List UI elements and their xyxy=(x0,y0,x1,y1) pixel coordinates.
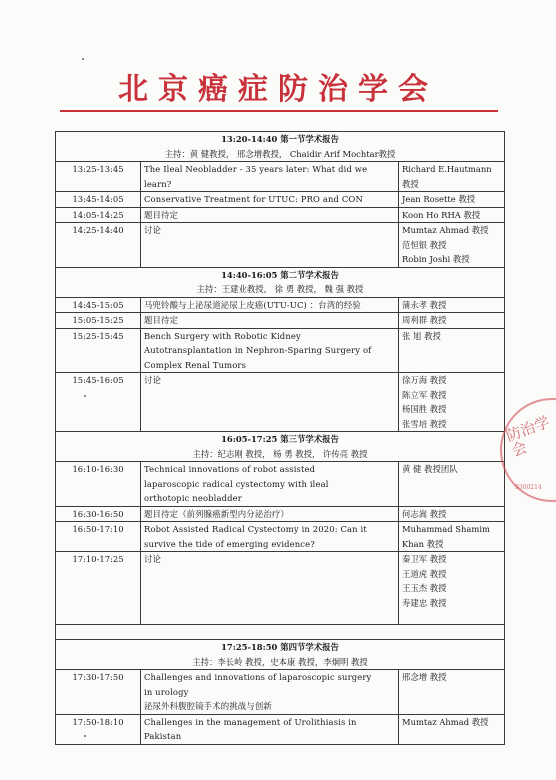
speaker-cell xyxy=(399,522,505,552)
session-title: 13:20-14:40 第一节学术报告 xyxy=(221,134,339,144)
session-chairs: 主持：王建业教授， 徐 勇 教授， 魏 强 教授 xyxy=(196,284,364,294)
organization-title: 北京癌症防治学会 xyxy=(118,72,438,107)
topic-line: 讨论 xyxy=(144,375,162,385)
session-header-cell xyxy=(56,267,505,297)
time-slot: 17:10-17:25 xyxy=(56,552,141,625)
topic-line: in urology xyxy=(144,686,189,697)
session-header xyxy=(56,432,505,462)
talk-topic xyxy=(141,373,399,432)
topic-line: laparoscopic radical cystectomy with ileal xyxy=(144,478,329,489)
speaker-name: 徐万海 教授 xyxy=(402,375,447,385)
speaker-name: Mumtaz Ahmad 教授 xyxy=(402,716,489,727)
time-slot: 17:50-18:10 xyxy=(56,714,141,744)
speaker-cell xyxy=(399,297,505,313)
time-slot: 15:05-15:25 xyxy=(56,313,141,329)
time-slot: 16:50-17:10 xyxy=(56,522,141,552)
scan-speck xyxy=(84,735,86,737)
speaker-name: 王玉杰 教授 xyxy=(402,583,447,593)
topic-line: Technical innovations of robot assisted xyxy=(144,464,316,474)
topic-line: Challenges and innovations of laparoscopic surgery xyxy=(144,672,372,682)
talk-topic xyxy=(141,670,399,715)
schedule-row xyxy=(56,714,505,744)
topic-line: Robot Assisted Radical Cystectomy in 2020: Can it xyxy=(144,524,367,534)
time-slot: 14:25-14:40 xyxy=(56,223,141,268)
speaker-cell xyxy=(399,313,505,329)
schedule-row xyxy=(56,313,505,329)
session-title: 17:25-18:50 第四节学术报告 xyxy=(221,642,339,652)
time-slot: 15:25-15:45 xyxy=(56,328,141,373)
topic-line: Complex Renal Tumors xyxy=(144,359,247,370)
talk-topic xyxy=(141,313,399,329)
topic-line: 题目待定 xyxy=(144,209,179,220)
blank-row xyxy=(56,625,505,640)
speaker-cell xyxy=(399,192,505,208)
speaker-cell xyxy=(399,373,505,432)
time-slot: 13:25-13:45 xyxy=(56,162,141,192)
topic-line: Pakistan xyxy=(144,731,182,741)
speaker-name: Richard E.Hautmann xyxy=(402,164,492,174)
speaker-name: 邢念增 教授 xyxy=(402,672,447,682)
topic-line: Bench Surgery with Robotic Kidney xyxy=(144,330,301,341)
schedule-table xyxy=(55,131,505,745)
schedule-row xyxy=(56,162,505,192)
time-slot: 14:45-15:05 xyxy=(56,297,141,313)
time-slot: 16:30-16:50 xyxy=(56,506,141,522)
speaker-cell xyxy=(399,328,505,373)
speaker-cell xyxy=(399,552,505,625)
session-title: 16:05-17:25 第三节学术报告 xyxy=(221,434,339,444)
schedule-row xyxy=(56,297,505,313)
talk-topic xyxy=(141,192,399,208)
talk-topic xyxy=(141,162,399,192)
talk-topic xyxy=(141,462,399,507)
session-header xyxy=(56,267,505,297)
speaker-name: Mumtaz Ahmad 教授 xyxy=(402,225,489,235)
topic-line: The Ileal Neobladder - 35 years later: What did we xyxy=(144,164,368,174)
topic-line: orthotopic neobladder xyxy=(144,493,242,503)
topic-line: Autotransplantation in Nephron-Sparing Surgery of xyxy=(144,345,372,355)
topic-line: Challenges in the management of Urolithiasis in xyxy=(144,716,357,727)
speaker-name: 蒲永孝 教授 xyxy=(402,299,447,310)
speaker-name: Robin Joshi 教授 xyxy=(402,254,470,264)
speaker-name: 杨国胜 教授 xyxy=(402,404,447,414)
scan-speck xyxy=(84,395,86,397)
session-header-cell xyxy=(56,432,505,462)
session-chairs: 主持：黄 健教授， 邢念增教授， Chaidir Arif Mochtar教授 xyxy=(164,148,396,159)
schedule-row xyxy=(56,328,505,373)
session-chairs: 主持：纪志刚 教授， 杨 勇 教授， 许传亮 教授 xyxy=(192,448,368,459)
speaker-name: 陈立军 教授 xyxy=(402,389,447,400)
speaker-cell xyxy=(399,714,505,744)
schedule-row xyxy=(56,223,505,268)
session-header xyxy=(56,640,505,670)
schedule-row xyxy=(56,522,505,552)
session-chairs: 主持：李长岭 教授，史本康 教授，李炯明 教授 xyxy=(192,656,368,667)
scan-speck xyxy=(82,58,84,60)
speaker-cell xyxy=(399,223,505,268)
header-rule xyxy=(60,110,498,112)
speaker-name: 教授 xyxy=(402,178,419,189)
schedule-row xyxy=(56,462,505,507)
topic-line: 马兜铃酸与上泌尿道泌尿上皮癌(UTU-UC) ：台湾的经验 xyxy=(144,299,361,310)
speaker-name: 王道虎 教授 xyxy=(402,568,447,579)
speaker-name: Jean Rosette 教授 xyxy=(402,194,476,204)
talk-topic xyxy=(141,714,399,744)
talk-topic xyxy=(141,207,399,223)
schedule-row xyxy=(56,552,505,625)
speaker-name: 周利群 教授 xyxy=(402,315,447,325)
time-slot: 15:45-16:05 xyxy=(56,373,141,432)
schedule-row xyxy=(56,373,505,432)
session-header-cell xyxy=(56,132,505,162)
topic-line: 题目待定 xyxy=(144,315,179,325)
speaker-name: 何志嵩 教授 xyxy=(402,508,447,519)
time-slot: 14:05-14:25 xyxy=(56,207,141,223)
topic-line: survive the tide of emerging evidence? xyxy=(144,538,315,549)
speaker-cell xyxy=(399,670,505,715)
speaker-cell xyxy=(399,162,505,192)
session-title: 14:40-16:05 第二节学术报告 xyxy=(221,269,339,280)
topic-line: learn? xyxy=(144,178,172,189)
schedule-row xyxy=(56,506,505,522)
speaker-name: 张雪培 教授 xyxy=(402,418,447,429)
talk-topic xyxy=(141,223,399,268)
speaker-name: 黄 健 教授团队 xyxy=(402,464,458,474)
session-header xyxy=(56,132,505,162)
speaker-name: Muhammad Shamim xyxy=(402,524,490,534)
session-header-cell xyxy=(56,640,505,670)
speaker-name: Koon Ho RHA 教授 xyxy=(402,209,481,220)
speaker-name: 寿建忠 教授 xyxy=(402,597,447,608)
talk-topic xyxy=(141,552,399,625)
talk-topic xyxy=(141,328,399,373)
blank-cell xyxy=(56,625,505,640)
speaker-name: Khan 教授 xyxy=(402,538,444,549)
seal-number: 9300214 xyxy=(515,484,542,491)
speaker-name: 范恒银 教授 xyxy=(402,239,447,250)
talk-topic xyxy=(141,522,399,552)
speaker-name: 秦卫军 教授 xyxy=(402,554,447,564)
schedule-row xyxy=(56,192,505,208)
speaker-cell xyxy=(399,506,505,522)
topic-line: Conservative Treatment for UTUC: PRO and CON xyxy=(144,194,363,204)
seal-text: 防治学会 xyxy=(503,412,553,461)
speaker-cell xyxy=(399,462,505,507)
topic-line: 讨论 xyxy=(144,225,162,235)
schedule-row xyxy=(56,207,505,223)
talk-topic xyxy=(141,506,399,522)
topic-line: 讨论 xyxy=(144,554,162,564)
speaker-cell xyxy=(399,207,505,223)
topic-line: 题目待定（前列腺癌新型内分泌治疗） xyxy=(144,508,289,519)
schedule-row xyxy=(56,670,505,715)
time-slot: 16:10-16:30 xyxy=(56,462,141,507)
topic-line: 泌尿外科腹腔镜手术的挑战与创新 xyxy=(144,701,272,711)
speaker-name: 张 旭 教授 xyxy=(402,330,441,341)
talk-topic xyxy=(141,297,399,313)
time-slot: 13:45-14:05 xyxy=(56,192,141,208)
time-slot: 17:30-17:50 xyxy=(56,670,141,715)
